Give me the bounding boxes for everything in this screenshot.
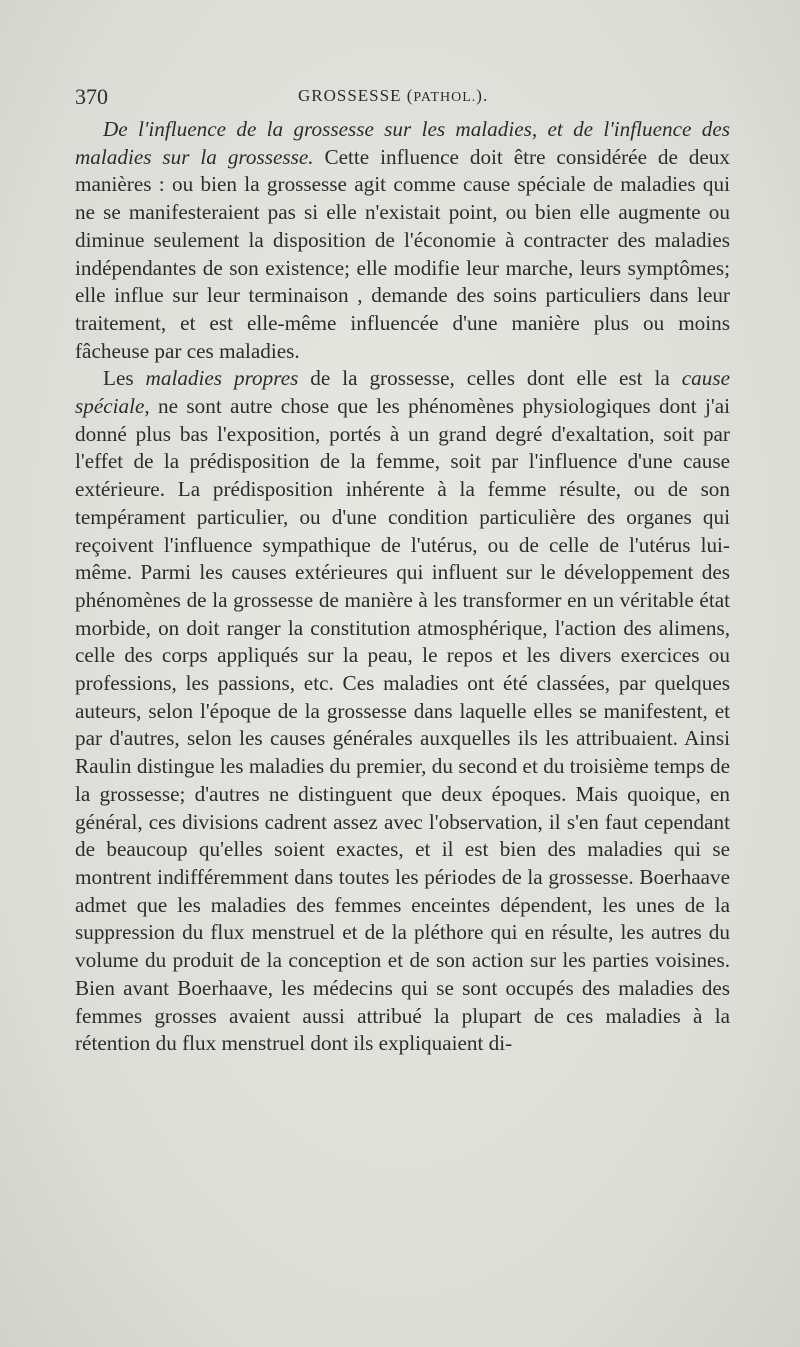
paragraph-2-part2: de la grossesse, celles dont elle est la xyxy=(298,366,682,391)
paragraph-1-italic-lead: De l'influence de la grossesse sur les maladies, et de l'influence des maladies sur la grossesse. xyxy=(75,117,730,169)
paragraph-2 xyxy=(75,365,730,1058)
body-text xyxy=(75,116,730,1058)
running-title-main: GROSSESSE ( xyxy=(298,86,414,105)
running-title xyxy=(298,86,488,106)
paragraph-2-italic1: maladies propres xyxy=(145,366,299,391)
paragraph-1-text: Cette influence doit être considérée de deux manières : ou bien la grossesse agit comme cause spéciale de maladies qui ne se manifesteraient pas si elle n'existait point, ou bien elle augmente ou diminue seulement la disposition de l'économie à contracter des maladies indépendantes de son existence; elle modifie leur marche, leurs symptômes; elle influe sur leur terminaison , demande des soins particuliers dans leur traitement, et est elle-même influencée d'une manière plus ou moins fâcheuse par ces maladies. xyxy=(75,144,730,363)
running-title-small: PATHOL. xyxy=(413,90,477,105)
page-header xyxy=(75,84,730,114)
paragraph-2-part3: , ne sont autre chose que les phénomènes physiologiques dont j'ai donné plus bas l'exposition, portés à un grand degré d'exaltation, soit par l'effet de la prédisposition de la femme, soit par l'influence d'une cause extérieure. La prédisposition inhérente à la femme résulte, ou de son tempérament particulier, ou d'une condition particulière des organes qui reçoivent l'influence sympathique de l'utérus, ou de celle de l'utérus lui-même. Parmi les causes extérieures qui influent sur le développement des phénomènes de la grossesse de manière à les transformer en un véritable état morbide, on doit ranger la constitution atmosphérique, l'action des alimens, celle des corps appliqués sur la peau, le repos et les divers exercices ou professions, les passions, etc. Ces maladies ont été classées, par quelques auteurs, selon l'époque de la grossesse dans laquelle elles se manifestent, et par d'autres, selon les causes générales auxquelles ils les attribuaient. Ainsi Raulin distingue les maladies du premier, du second et du troisième temps de la grossesse; d'autres ne distinguent que deux époques. Mais quoique, en général, ces divisions cadrent assez avec l'observation, il s'en faut cependant de beaucoup qu'elles soient exactes, et il est bien des maladies qui se montrent indifféremment dans toutes les périodes de la grossesse. Boerhaave admet que les maladies des femmes enceintes dépendent, les unes de la suppression du flux menstruel et de la pléthore qui en résulte, les autres du volume du produit de la conception et de son action sur les parties voisines. Bien avant Boerhaave, les médecins qui se sont occupés des maladies des femmes grosses avaient aussi attribué la plupart de ces maladies à la rétention du flux menstruel dont ils expliquaient di- xyxy=(75,394,730,1056)
paragraph-1 xyxy=(75,116,730,365)
page-number: 370 xyxy=(75,84,108,109)
paragraph-2-italic2: cause spéciale xyxy=(75,366,730,419)
running-title-end: ). xyxy=(476,86,489,105)
paragraph-2-part1: Les xyxy=(103,366,146,391)
